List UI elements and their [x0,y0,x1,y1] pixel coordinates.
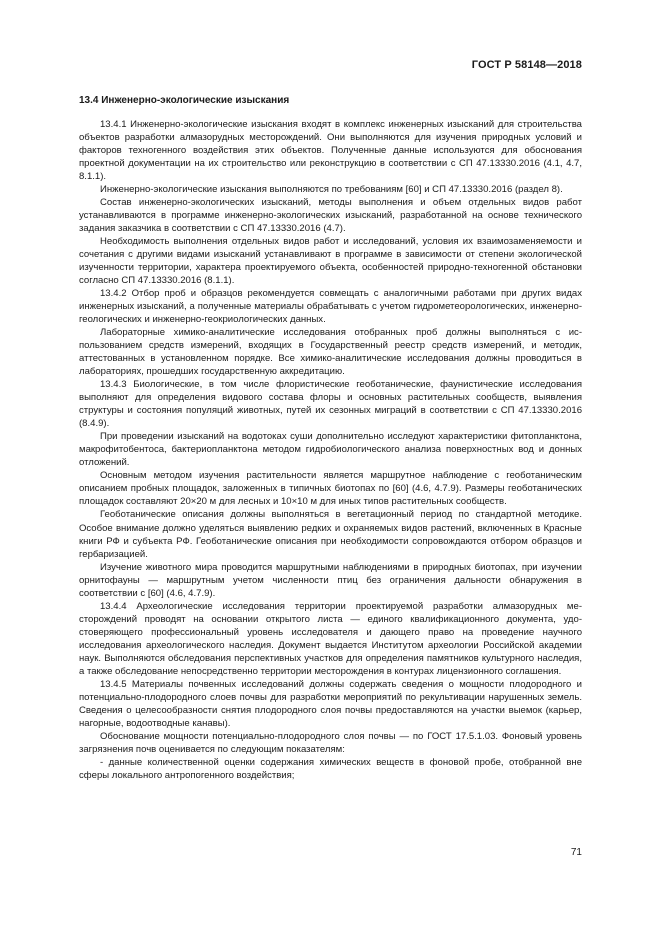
paragraph: 13.4.4 Археологические исследования территории проектируемой разработки алмазорудных месторождений проводят на основании открытого листа — единого квалификационного документа, удостоверяющего профессиональный уровень исследователя и дающего право на проведение научного исследования археологического наследия. Документ выдается Институтом археологии Российской академии наук. Выполняются обследования перспективных участков для определения памятников культурного наследия, а также обследование непосредственно территории месторождения в контурах лицензионного соглашения. [79,600,582,677]
paragraph: Инженерно-экологические изыскания выполняются по требованиям [60] и СП 47.13330.2016 (раздел 8). [100,184,563,196]
paragraph: Изучение животного мира проводится маршрутными наблюдениями в природных биотопах, при изучении орнитофауны — маршрутным учетом численности птиц без ограничения дальности обнаружения в соответствии с [60] (4.6, 4.7.9). [79,561,582,599]
paragraph: 13.4.3 Биологические, в том числе флористические геоботанические, фаунистические исследования выполняют для определения видового состава флоры и основных растительных сообществ, выявления структуры и состояния популяций животных, путей их сезонных миграций в соответствии с СП 47.13330.2016 (8.4.9). [79,379,582,430]
document-id: ГОСТ Р 58148—2018 [471,59,582,71]
paragraph: Обоснование мощности потенциально-плодородного слоя почвы — по ГОСТ 17.5.1.03. Фоновый уровень загрязнения почв оценивается по следующим показателям: [79,730,582,755]
list-item: - данные количественной оценки содержания химических веществ в фоновой пробе, отобранной вне сферы локального антропогенного воздействия; [79,756,582,781]
paragraph: 13.4.2 Отбор проб и образцов рекомендуется совмещать с аналогичными работами при других видах инженерных изысканий, а полученные материалы обрабатывать с учетом гидрометеорологических, инженерно-геологических и инженерно-геокриологических данных. [79,288,582,326]
paragraph: Необходимость выполнения отдельных видов работ и исследований, условия их взаимозаменяемости и сочетания с другими видами изысканий устанавливают в программе в зависимости от степени экологической изученности территории, характера проектируемого объекта, особенностей природно-техногенной обстановки согласно СП 47.13330.2016 (8.1.1). [79,236,582,287]
paragraph: Основным методом изучения растительности является маршрутное наблюдение с геоботаническим описанием пробных площадок, заложенных в типичных биотопах по [60] (4.6, 4.7.9). Размеры геоботанических площадок составляют 20×20 м для лесных и 10×10 м для иных типов растительных сообществ. [79,470,582,508]
paragraph: При проведении изысканий на водотоках суши дополнительно исследуют характеристики фитопланктона, макрофитобентоса, бактериопланктона методом гидробиологического анализа поверхностных вод и донных отложений. [79,431,582,469]
paragraph: 13.4.5 Материалы почвенных исследований должны содержать сведения о мощности плодородного и потенциально-плодородного слоев почвы для разработки мероприятий по рекультивации нарушенных земель. Сведения о целесообразности снятия плодородного слоя почвы предоставляются на участки выемок (карьер, нагорные, водоотводные канавы). [79,678,582,729]
paragraph: 13.4.1 Инженерно-экологические изыскания входят в комплекс инженерных изысканий для строительства объектов разработки алмазорудных месторождений. Они выполняются для изучения природных условий и факторов техногенного воздействия этих объектов. Полученные данные используются для обоснования проектной документации на их строительство или реконструкцию в соответствии с СП 47.13330.2016 (4.1, 4.7, 8.1.1). [79,119,582,183]
paragraph: Состав инженерно-экологических изысканий, методы выполнения и объем отдельных видов работ устанавливаются в программе инженерно-экологических изысканий, разработанной на основе технического задания заказчика в соответствии с СП 47.13330.2016 (4.7). [79,197,582,235]
section-title: 13.4 Инженерно-экологические изыскания [79,95,290,106]
page-number: 71 [570,847,582,858]
page-content [79,94,582,782]
paragraph: Геоботанические описания должны выполняться в вегетационный период по стандартной методике. Особое внимание должно уделяться выявлению редких и охраняемых видов растений, включенных в Красные книги РФ и субъекта РФ. Геоботанические описания при необходимости сопровождаются отбором образцов и гербаризацией. [79,509,582,560]
paragraph: Лабораторные химико-аналитические исследования отобранных проб должны выполняться с использованием средств измерений, входящих в Государственный реестр средств измерений, и методик, аттестованных в установленном порядке. Все химико-аналитические исследования должны проводиться в лабораториях, прошедших государственную аккредитацию. [79,327,582,378]
